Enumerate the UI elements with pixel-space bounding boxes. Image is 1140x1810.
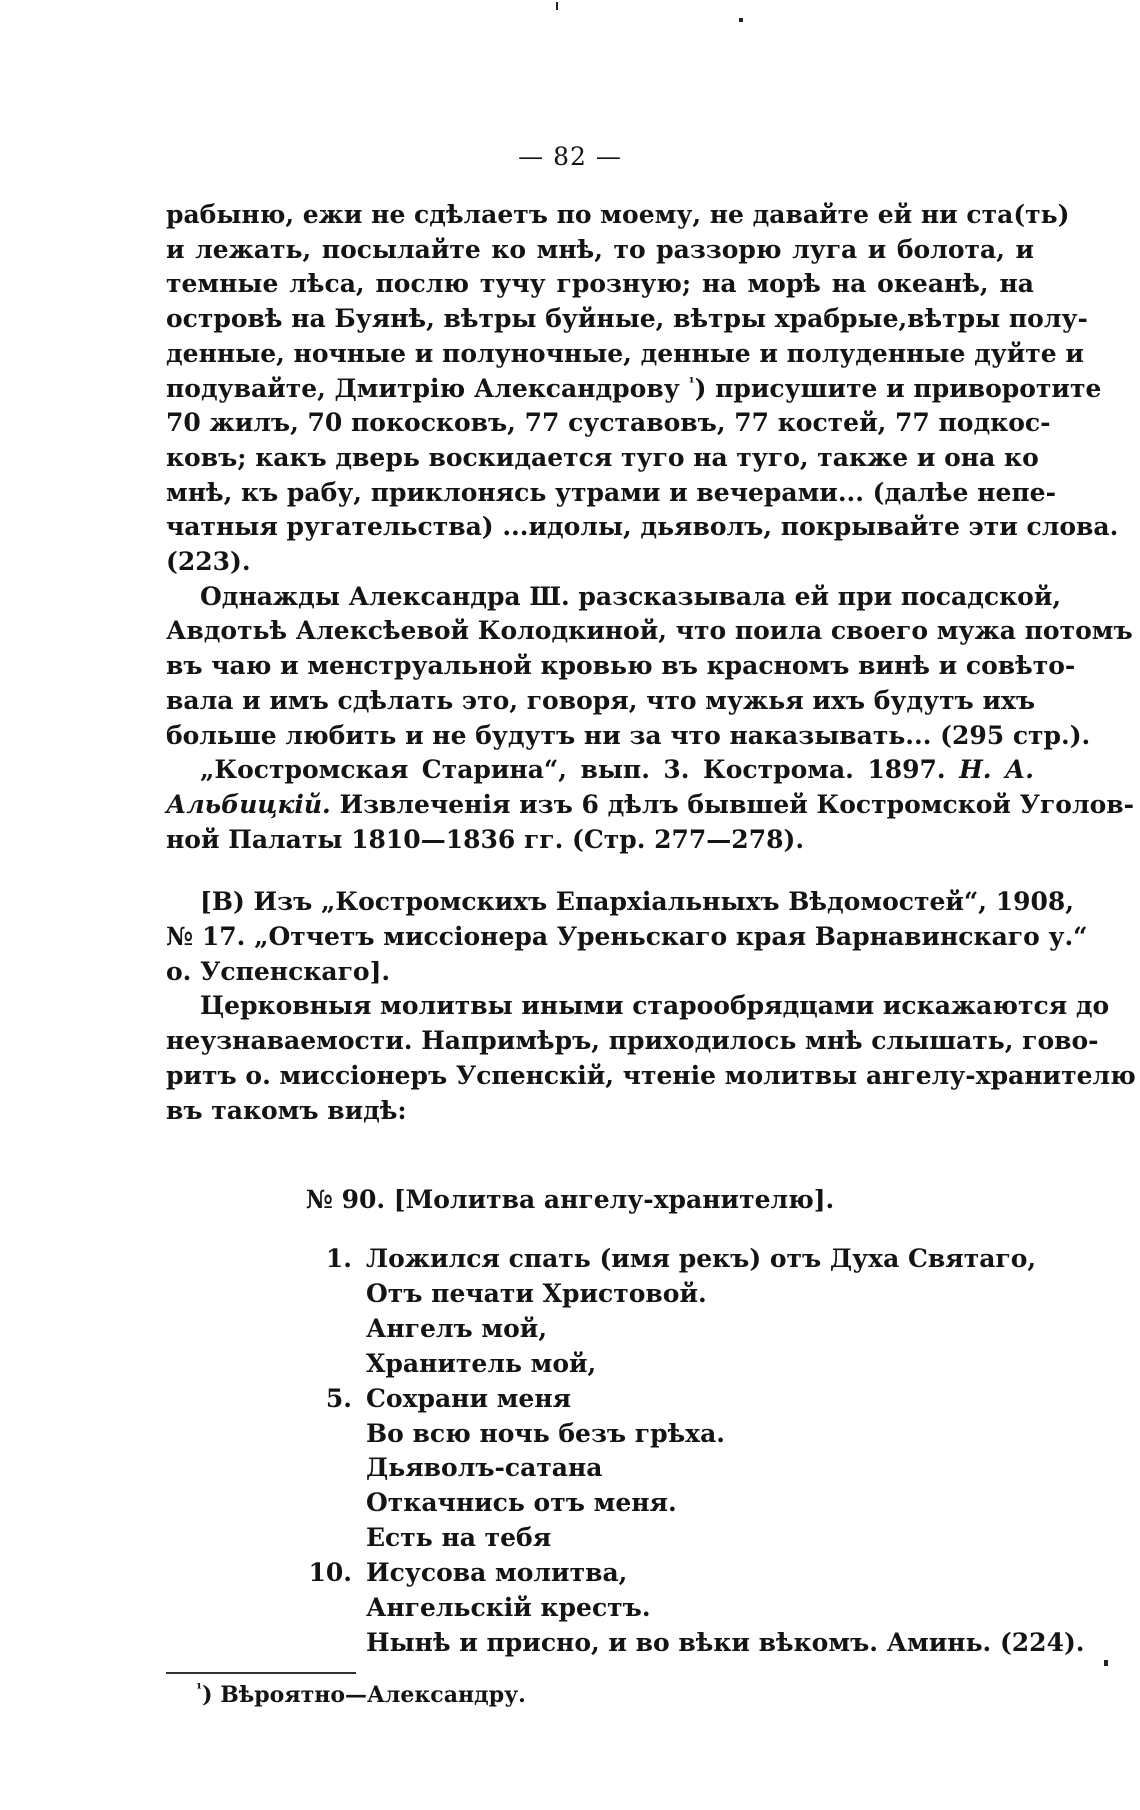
text-line: Авдотьѣ Алексѣевой Колодкиной, что поила своего мужа потомъ: [166, 616, 1133, 646]
footnote: [196, 1682, 526, 1708]
paragraph-intro: [166, 989, 1136, 1128]
text-line: вала и имъ сдѣлать это, говоря, что мужья ихъ будутъ ихъ: [166, 685, 1036, 715]
verse-text: Хранитель мой,: [366, 1348, 597, 1378]
verse-text: Ложился спать (имя рекъ) отъ Духа Святаго,: [366, 1244, 1037, 1273]
text-fragment: подувайте, Дмитрію Александрову: [166, 373, 680, 403]
text-line: въ такомъ видѣ:: [166, 1095, 407, 1125]
text-line: ковъ; какъ дверь воскидается туго на туго, также и она ко: [166, 442, 1039, 472]
verse-line: [300, 1521, 1085, 1556]
verse-text: Отъ печати Христовой.: [366, 1278, 707, 1308]
text-line: о. Успенскаго].: [166, 956, 391, 986]
paragraph-story: [166, 580, 1133, 754]
paragraph-source: [166, 753, 1135, 857]
verse-text: Исусова молитва,: [366, 1558, 628, 1588]
verse-line: [300, 1347, 1085, 1382]
main-text: [166, 198, 1136, 1128]
text-line: неузнаваемости. Напримѣръ, приходилось мнѣ слышать, гово-: [166, 1026, 1099, 1056]
text-line: мнѣ, къ рабу, приклонясь утрами и вечерами... (далѣе непе-: [166, 477, 1056, 507]
paragraph-spell: [166, 198, 1119, 580]
text-line: рабыню, ежи не сдѣлаетъ по моему, не давайте ей ни ста(ть): [166, 200, 1070, 229]
text-line: ритъ о. миссіонеръ Успенскій, чтеніе молитвы ангелу-хранителю: [166, 1060, 1136, 1090]
text-line: [166, 753, 1034, 788]
scan-speck: [1104, 1660, 1108, 1666]
text-line: темные лѣса, послю тучу грозную; на морѣ на океанѣ, на: [166, 269, 1034, 299]
verse-text: Откачнись отъ меня.: [366, 1488, 677, 1518]
prayer-verse: [300, 1242, 1085, 1661]
verse-text: Сохрани меня: [366, 1383, 572, 1413]
text-line: [В) Изъ „Костромскихъ Епархіальныхъ Вѣдомостей“, 1908,: [200, 887, 1074, 917]
paragraph-gap: [166, 857, 1034, 885]
verse-line: [300, 1626, 1085, 1661]
text-line: и лежать, посылайте ко мнѣ, то раззорю луга и болота, и: [166, 234, 1034, 264]
verse-text: Есть на тебя: [366, 1523, 552, 1553]
verse-text: Нынѣ и присно, и во вѣки вѣкомъ. Аминь. (224).: [366, 1627, 1085, 1657]
text-line: [166, 788, 1135, 823]
text-line: въ чаю и менструальной кровью въ красномъ винѣ и совѣто-: [166, 651, 1076, 681]
verse-line: [300, 1486, 1085, 1521]
text-fragment: Извлеченія изъ 6 дѣлъ бывшей Костромской Уголов-: [330, 789, 1135, 819]
verse-text: Ангельскій крестъ.: [366, 1593, 651, 1623]
text-line: 70 жилъ, 70 покосковъ, 77 суставовъ, 77 костей, 77 подкос-: [166, 408, 1051, 438]
text-line: № 17. „Отчетъ миссіонера Уреньскаго края Варнавинскаго у.“: [166, 922, 1088, 952]
footnote-divider: [166, 1672, 356, 1674]
text-line: больше любить и не будутъ ни за что наказывать... (295 стр.).: [166, 720, 1091, 750]
line-number: 5.: [325, 1383, 352, 1413]
footnote-reference[interactable]: ¹: [688, 375, 695, 392]
prayer-heading: № 90. [Молитва ангелу-хранителю].: [305, 1185, 835, 1214]
verse-line: [300, 1242, 1085, 1277]
verse-line: [300, 1591, 1085, 1626]
verse-line: [300, 1451, 1085, 1486]
scan-speck: [556, 2, 558, 10]
text-line-with-footnote: [166, 372, 1102, 407]
text-line: (223).: [166, 547, 251, 577]
footnote-text: ) Вѣроятно—Александру.: [202, 1682, 526, 1708]
text-fragment: ) присушите и приворотите: [694, 373, 1102, 403]
verse-text: Ангелъ мой,: [366, 1313, 548, 1343]
line-number: 10.: [308, 1558, 352, 1588]
text-line: ной Палаты 1810—1836 гг. (Стр. 277—278).: [166, 824, 805, 854]
line-number: 1.: [325, 1244, 352, 1273]
author-initials: Н. А.: [959, 755, 1034, 785]
verse-text: Дьяволъ-сатана: [366, 1453, 603, 1483]
scan-speck: [739, 18, 743, 22]
text-line: Однажды Александра Ш. разсказывала ей при посадской,: [200, 581, 1062, 611]
text-fragment: „Костромская Старина“, вып. 3. Кострома. 1897.: [200, 755, 946, 785]
author-surname: Альбицкій.: [166, 789, 331, 819]
text-line: денные, ночные и полуночные, денные и полуденные дуйте и: [166, 338, 1084, 368]
verse-text: Во всю ночь безъ грѣха.: [366, 1418, 725, 1448]
verse-line: [300, 1277, 1085, 1312]
verse-line: [300, 1382, 1085, 1417]
verse-line: [300, 1417, 1085, 1452]
page-number: — 82 —: [518, 142, 622, 171]
footnote-marker: ¹: [196, 1681, 203, 1698]
paragraph-reference: [166, 885, 1088, 989]
text-line: островѣ на Буянѣ, вѣтры буйные, вѣтры храбрые,вѣтры полу-: [166, 304, 1088, 334]
verse-line: [300, 1556, 1085, 1591]
text-line: чатныя ругательства) ...идолы, дьяволъ, покрывайте эти слова.: [166, 512, 1119, 542]
text-line: Церковныя молитвы иными старообрядцами искажаются до: [200, 991, 1110, 1021]
verse-line: [300, 1312, 1085, 1347]
